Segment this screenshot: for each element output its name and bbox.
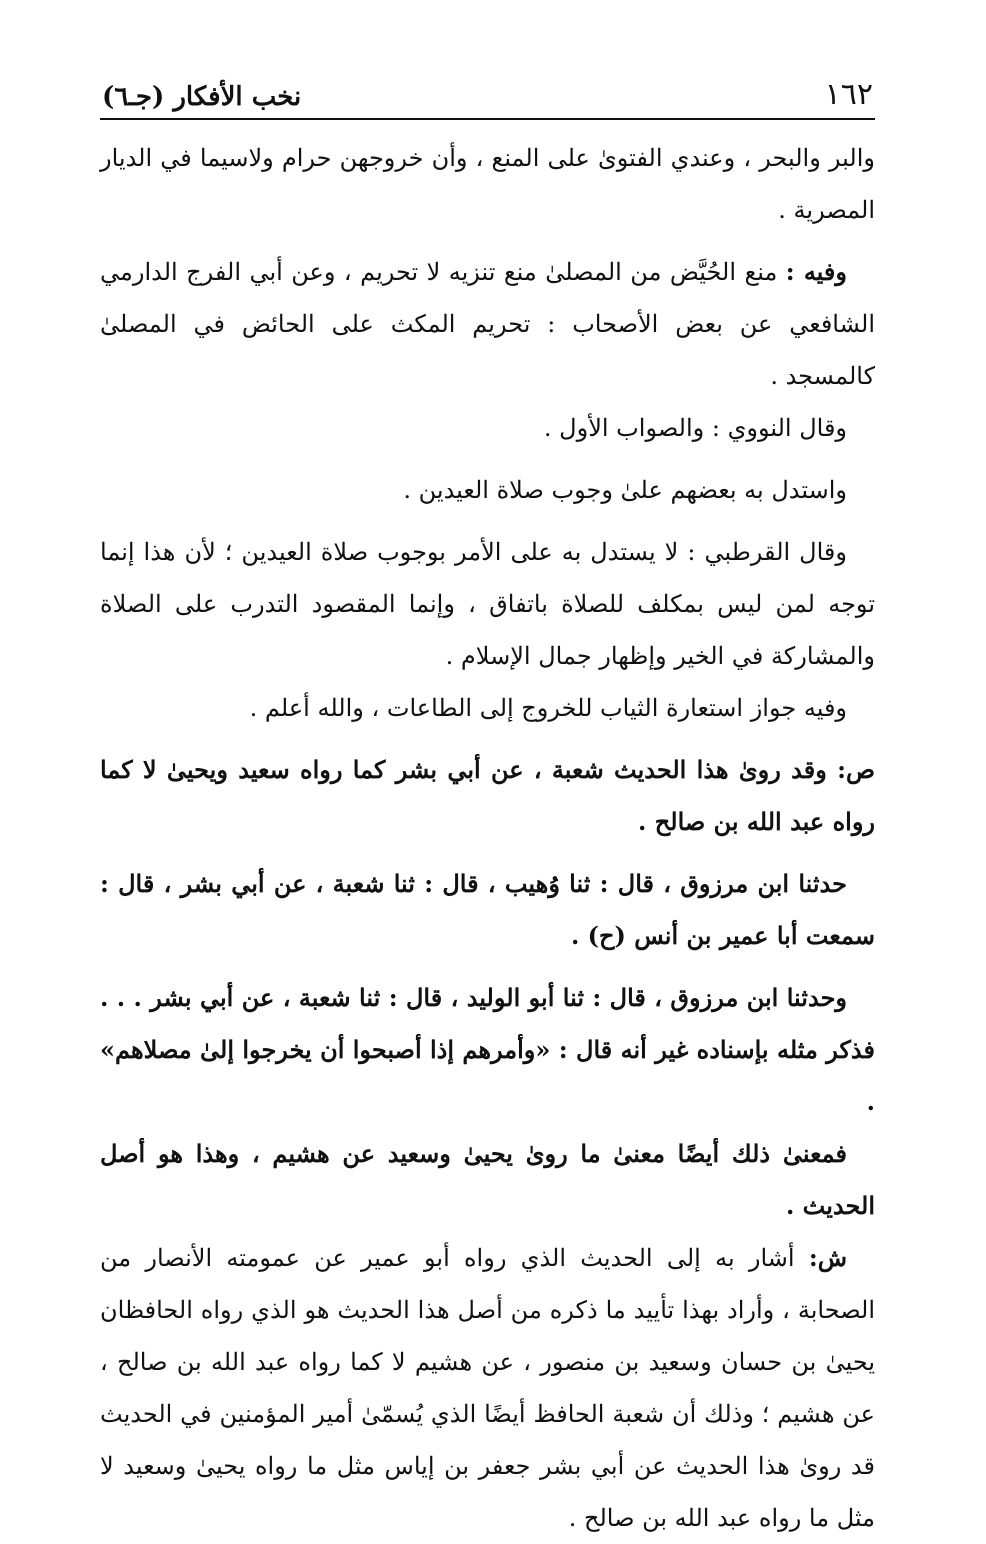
paragraph-lead: ص: xyxy=(837,755,875,784)
paragraph-6 xyxy=(100,682,875,734)
paragraph-text: أشار به إلى الحديث الذي رواه أبو عمير عن عمومته الأنصار من الصحابة ، وأراد بهذا تأييد ما ذكره من أصل هذا الحديث هو الذي رواه الحافظان يحيىٰ بن حسان وسعيد بن منصور ، عن هشيم لا كما رواه عبد الله بن صالح ، عن هشيم ؛ وذلك أن شعبة الحافظ أيضًا الذي يُسمّىٰ أمير المؤمنين في الحديث قد روىٰ هذا الحديث عن أبي بشر جعفر بن إياس مثل ما رواه يحيىٰ وسعيد لا مثل ما رواه عبد الله بن صالح . xyxy=(100,1244,875,1532)
paragraph-text: والبر والبحر ، وعندي الفتوىٰ على المنع ، وأن خروجهن حرام ولاسيما في الديار المصرية . xyxy=(100,144,875,224)
paragraph-lead: ش: xyxy=(808,1243,847,1272)
paragraph-1 xyxy=(100,132,875,236)
paragraph-11 xyxy=(100,1232,875,1544)
paragraph-lead: وفيه : xyxy=(785,257,847,286)
paragraph-text: وقال النووي : والصواب الأول . xyxy=(543,414,847,442)
paragraph-text: منع الحُيَّض من المصلىٰ منع تنزيه لا تحريم ، وعن أبي الفرج الدارمي الشافعي عن بعض الأصحاب : تحريم المكث على الحائض في المصلىٰ كالمسجد . xyxy=(100,258,875,390)
paragraph-2 xyxy=(100,246,875,402)
book-title: نخب الأفكار (جـ٦) xyxy=(102,82,302,112)
page-number: ١٦٢ xyxy=(824,77,873,112)
paragraph-8 xyxy=(100,858,875,962)
paragraph-text: حدثنا ابن مرزوق ، قال : ثنا وُهيب ، قال : ثنا شعبة ، عن أبي بشر ، قال : سمعت أبا عمير بن أنس (ح) . xyxy=(100,869,875,950)
paragraph-text: وقد روىٰ هذا الحديث شعبة ، عن أبي بشر كما رواه سعيد ويحيىٰ لا كما رواه عبد الله بن صالح . xyxy=(100,755,875,836)
paragraph-10 xyxy=(100,1128,875,1232)
paragraph-5 xyxy=(100,526,875,682)
page-header xyxy=(100,60,875,120)
page xyxy=(100,60,875,1544)
paragraph-text: واستدل به بعضهم علىٰ وجوب صلاة العيدين . xyxy=(403,476,847,504)
body-text xyxy=(100,132,875,1544)
paragraph-3 xyxy=(100,402,875,454)
paragraph-text: فمعنىٰ ذلك أيضًا معنىٰ ما روىٰ يحيىٰ وسعيد عن هشيم ، وهذا هو أصل الحديث . xyxy=(100,1139,875,1220)
paragraph-text: وقال القرطبي : لا يستدل به على الأمر بوجوب صلاة العيدين ؛ لأن هذا إنما توجه لمن ليس بمكلف للصلاة باتفاق ، وإنما المقصود التدرب على الصلاة والمشاركة في الخير وإظهار جمال الإسلام . xyxy=(100,538,875,670)
paragraph-4 xyxy=(100,464,875,516)
paragraph-9 xyxy=(100,972,875,1128)
paragraph-text: وفيه جواز استعارة الثياب للخروج إلى الطاعات ، والله أعلم . xyxy=(249,694,847,722)
paragraph-7 xyxy=(100,744,875,848)
paragraph-text: وحدثنا ابن مرزوق ، قال : ثنا أبو الوليد ، قال : ثنا شعبة ، عن أبي بشر . . . فذكر مثله بإسناده غير أنه قال : «وأمرهم إذا أصبحوا أن يخرجوا إلىٰ مصلاهم» . xyxy=(100,983,875,1116)
